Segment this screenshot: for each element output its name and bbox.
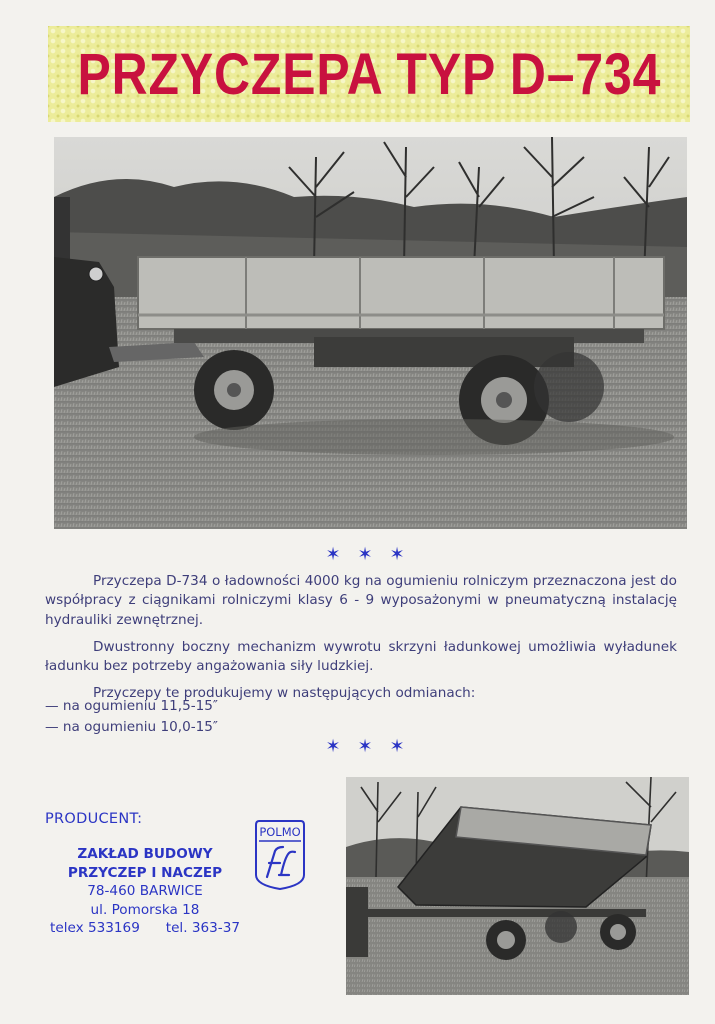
ornament-divider — [325, 736, 405, 757]
star-icon: ✶ — [389, 544, 405, 565]
paragraph-capacity: Przyczepa D-734 o ładowności 4000 kg na ogumieniu rolniczym przeznaczona jest do współpracy z ciągnikami rolniczymi klasy 6 - 9 wyposażonymi w pneumatyczną instalację hydrauliki zewnętrznej. — [45, 573, 677, 628]
polmo-logo — [255, 819, 305, 891]
title-band — [48, 26, 690, 122]
producer-label: PRODUCENT: — [45, 811, 143, 827]
description — [45, 572, 677, 704]
producer-postal: 78-460 BARWICE — [87, 883, 203, 900]
ornament-divider — [325, 544, 405, 565]
star-icon: ✶ — [357, 736, 373, 757]
telex-number: telex 533169 — [50, 920, 140, 937]
paragraph-tipping: Dwustronny boczny mechanizm wywrotu skrzyni ładunkowej umożliwia wyładunek ładunku bez potrzeby angażowania siły ludzkiej. — [45, 638, 677, 675]
star-icon: ✶ — [325, 736, 341, 757]
variants-list — [45, 696, 218, 737]
tipping-trailer-photo-icon — [346, 777, 689, 995]
producer-phones — [40, 919, 250, 938]
trailer-photo — [54, 137, 687, 529]
tel-number: tel. 363-37 — [165, 920, 240, 937]
star-icon: ✶ — [325, 544, 341, 565]
producer-address — [40, 845, 250, 938]
trailer-photo-icon — [54, 137, 687, 529]
paragraph-variants-intro: Przyczepy te produkujemy w następujących odmianach: — [93, 685, 476, 702]
producer-name-line2: PRZYCZEP I NACZEP — [67, 864, 223, 881]
producer-street: ul. Pomorska 18 — [90, 901, 200, 918]
star-icon: ✶ — [357, 544, 373, 565]
polmo-logo-text: POLMO — [259, 825, 301, 839]
page-title: PRZYCZEPA TYP D–734 — [77, 41, 661, 107]
variant-item: — na ogumieniu 10,0-15″ — [45, 718, 219, 735]
producer-name-line1: ZAKŁAD BUDOWY — [77, 846, 213, 862]
variant-item: — na ogumieniu 11,5-15″ — [45, 698, 219, 714]
star-icon: ✶ — [389, 736, 405, 757]
tipping-trailer-photo — [346, 777, 689, 995]
